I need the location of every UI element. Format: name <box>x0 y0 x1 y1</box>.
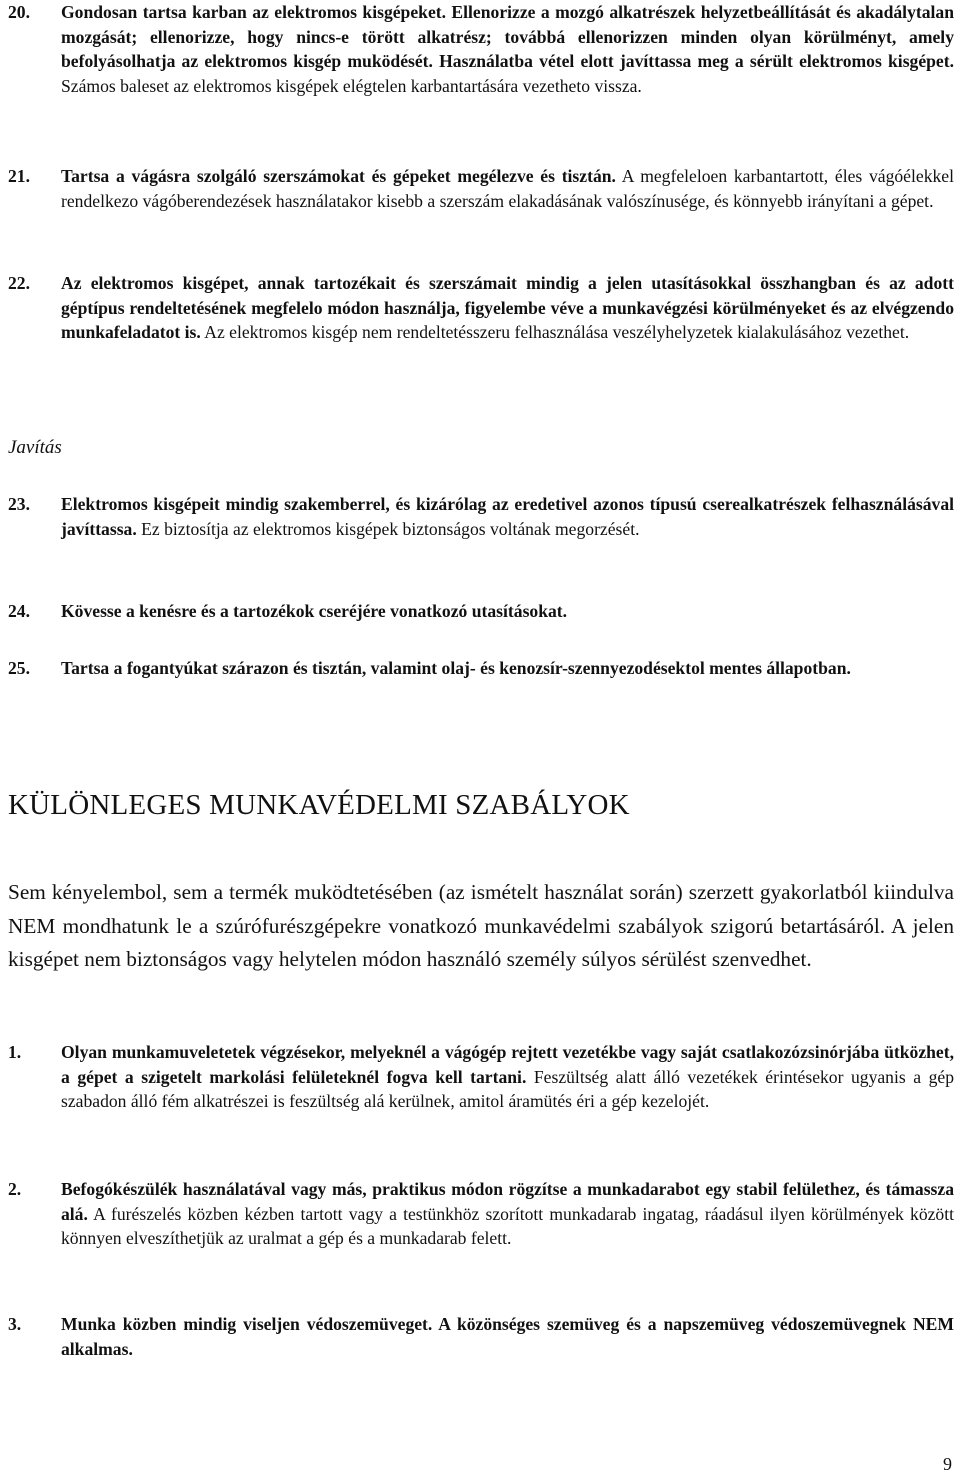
item-number: 21. <box>8 166 30 186</box>
item-text <box>61 164 954 213</box>
item-bold-text: Gondosan tartsa karban az elektromos kisgépeket. Ellenorizze a mozgó alkatrészek helyzetbeállítását és akadálytalan mozgását; ellenorizze, hogy nincs-e törött alkatrész; továbbá ellenorizzen minden olyan körülményt, amely befolyásolhatja az elektromos kisgép muködését. Használatba vétel elott javíttassa meg a sérült elektromos kisgépet. <box>61 2 954 71</box>
item-bold-text: Tartsa a fogantyúkat szárazon és tisztán, valamint olaj- és kenozsír-szennyezodésektol mentes állapotban. <box>61 658 851 678</box>
special-rule-item-1 <box>8 1040 954 1114</box>
rule-item-23 <box>8 492 954 541</box>
item-text <box>61 0 954 98</box>
item-text <box>61 492 954 541</box>
item-number: 20. <box>8 2 30 22</box>
item-normal-text: A furészelés közben kézben tartott vagy a testünkhöz szorított munkadarab ingatag, ráadásul ilyen körülmények között könnyen elveszíthetjük az uralmat a gép és a munkadarab felett. <box>61 1203 954 1248</box>
intro-paragraph: Sem kényelembol, sem a termék muködtetésében (az ismételt használat során) szerzett gyakorlatból kiindulva NEM mondhatunk le a szúrófurészgépekre vonatkozó munkavédelmi szabályok szigorú betartásáról. A jelen kisgépet nem biztonságos vagy helytelen módon használó személy súlyos sérülést szenvedhet. <box>8 880 954 971</box>
item-number: 25. <box>8 658 30 678</box>
item-text <box>61 1177 954 1251</box>
rule-item-22 <box>8 271 954 345</box>
item-normal-text: Számos baleset az elektromos kisgépek elégtelen karbantartására vezetheto vissza. <box>61 75 642 96</box>
rule-item-25 <box>8 656 954 681</box>
item-bold-text: Kövesse a kenésre és a tartozékok cseréjére vonatkozó utasításokat. <box>61 601 568 621</box>
item-number: 1. <box>8 1042 22 1062</box>
rule-item-24 <box>8 599 954 624</box>
item-number: 24. <box>8 601 30 621</box>
item-bold-text: Az elektromos kisgépet, annak tartozékait és szerszámait mindig a jelen utasításokkal összhangban és az adott géptípus rendeltetésének megfelelo módon használja, figyelembe véve a munkavégzési körülményeket és az elvégzendo munkafeladatot is. <box>61 273 954 342</box>
item-normal-text: Ez biztosítja az elektromos kisgépek biztonságos voltának megorzését. <box>141 518 640 539</box>
item-bold-text: Olyan munkamuveletetek végzésekor, melyeknél a vágógép rejtett vezetékbe vagy saját csatlakozózsinórjába ütközhet, a gépet a szigetelt markolási felületeknél fogva kell tartani. <box>61 1042 954 1087</box>
special-rule-item-2 <box>8 1177 954 1251</box>
item-text <box>61 599 954 624</box>
item-text <box>61 271 954 345</box>
item-bold-text: Munka közben mindig viseljen védoszemüveget. A közönséges szemüveg és a napszemüveg védoszemüvegnek NEM alkalmas. <box>61 1314 954 1359</box>
item-number: 22. <box>8 273 30 293</box>
item-normal-text: Az elektromos kisgép nem rendeltetésszeru felhasználása veszélyhelyzetek kialakulásához vezethet. <box>204 322 910 342</box>
item-normal-text: A megfeleloen karbantartott, éles vágóélekkel rendelkezo vágóberendezések használatakor kisebb a szerszám elakadásának valószínusége, és könnyebb irányítani a gépet. <box>61 166 954 211</box>
item-bold-text: Tartsa a vágásra szolgáló szerszámokat és gépeket megélezve és tisztán. <box>61 166 616 186</box>
page-number: 9 <box>943 1454 952 1474</box>
item-normal-text: Feszültség alatt álló vezetékek érintésekor ugyanis a gép szabadon álló fém alkatrészei is feszültség alá kerülnek, amitol áramütés éri a gép kezelojét. <box>61 1066 955 1111</box>
special-rule-item-3 <box>8 1312 954 1361</box>
item-number: 2. <box>8 1179 22 1199</box>
item-number: 3. <box>8 1314 22 1334</box>
rule-item-20 <box>8 0 954 98</box>
section-subheading: Javítás <box>8 437 62 458</box>
rule-item-21 <box>8 164 954 213</box>
item-bold-text: Elektromos kisgépeit mindig szakemberrel, és kizárólag az eredetivel azonos típusú cserealkatrészek felhasználásával javíttassa. <box>61 494 954 539</box>
item-text <box>61 1040 954 1114</box>
section-heading: KÜLÖNLEGES MUNKAVÉDELMI SZABÁLYOK <box>8 789 630 821</box>
item-text <box>61 656 954 681</box>
item-bold-text: Befogókészülék használatával vagy más, praktikus módon rögzítse a munkadarabot egy stabil felülethez, és támassza alá. <box>61 1179 954 1224</box>
item-text <box>61 1312 954 1361</box>
item-number: 23. <box>8 494 30 514</box>
